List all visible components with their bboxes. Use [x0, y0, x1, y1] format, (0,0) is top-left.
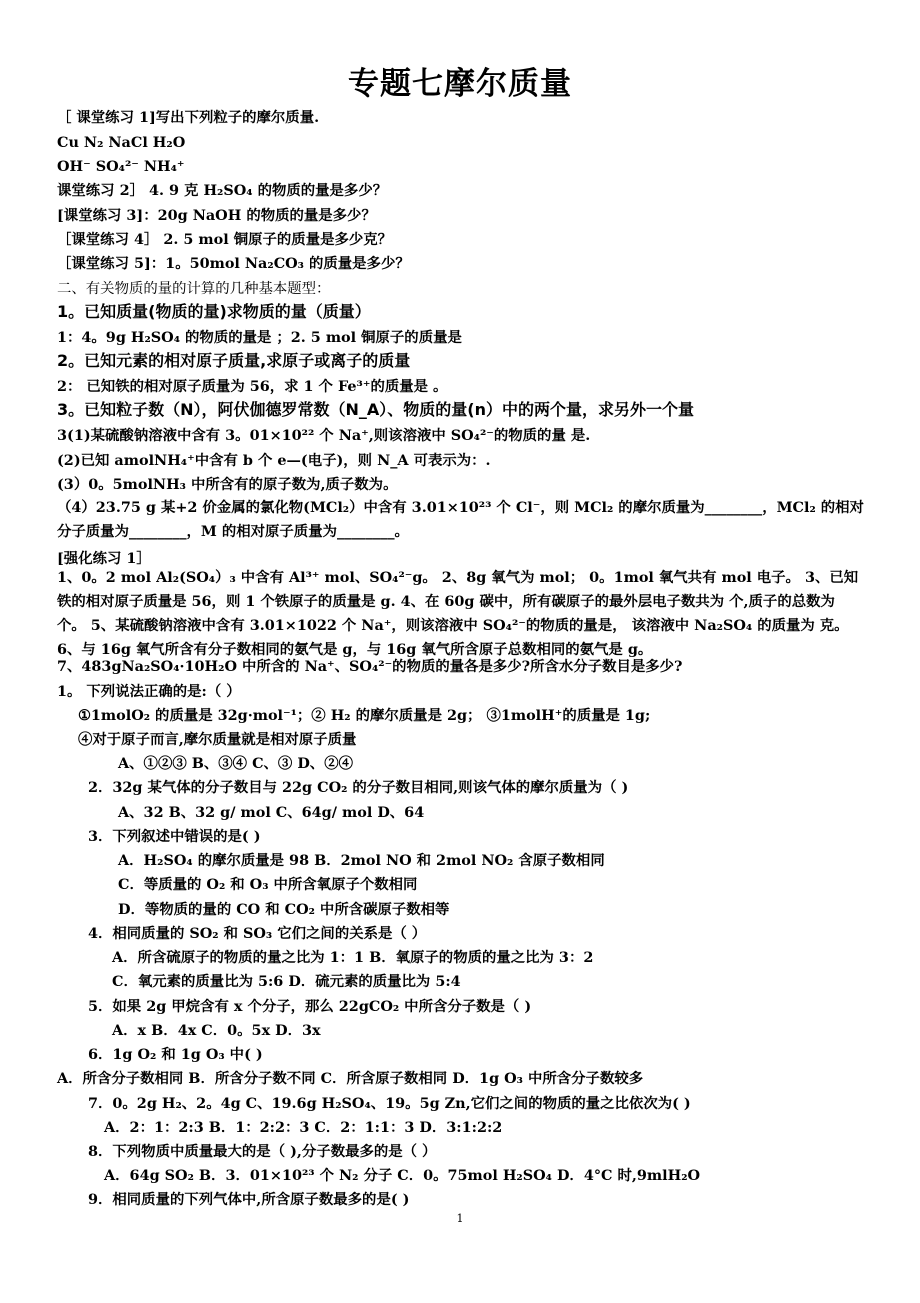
mc-1-statements: ①1molO₂ 的质量是 32g·mol⁻¹；② H₂ 的摩尔质量是 2g； ③1molH⁺的质量是 1g;: [78, 707, 651, 724]
mc-7-options: A．2：1：2:3 B．1：2:2：3 C．2：1:1：3 D．3:1:2:2: [104, 1119, 503, 1136]
question-3-3: (3）0。5molNH₃ 中所含有的原子数为,质子数为。: [57, 476, 398, 493]
mc-3-option-c: C．等质量的 O₂ 和 O₃ 中所含氧原子个数相同: [118, 876, 418, 893]
mc-4-option-ab: A．所含硫原子的物质的量之比为 1：1 B．氧原子的物质的量之比为 3：2: [112, 949, 594, 966]
page-number: 1: [456, 1212, 464, 1225]
mc-6-stem: 6．1g O₂ 和 1g O₃ 中( ): [88, 1046, 263, 1063]
exercise-1-prompt: ［ 课堂练习 1]写出下列粒子的摩尔质量.: [57, 109, 320, 126]
mc-8-options: A．64g SO₂ B．3．01×10²³ 个 N₂ 分子 C．0。75mol H₂SO₄ D．4°C 时,9mlH₂O: [104, 1167, 701, 1184]
mc-1-options: A、①②③ B、③④ C、③ D、②④: [118, 755, 353, 772]
subheading-1: 1。已知质量(物质的量)求物质的量（质量）: [57, 302, 371, 321]
question-3-4: （4）23.75 g 某+2 价金属的氯化物(MCl₂）中含有 3.01×10²³ 个 Cl⁻，则 MCl₂ 的摩尔质量为________，MCl₂ 的相对分子质量为________，M 的相对原子质量为________。: [57, 499, 864, 540]
mc-2-options: A、32 B、32 g/ mol C、64g/ mol D、64: [118, 804, 425, 821]
question-1: 1：4。9g H₂SO₄ 的物质的量是 ；2. 5 mol 铜原子的质量是: [57, 329, 462, 346]
mc-5-stem: 5．如果 2g 甲烷含有 x 个分子，那么 22gCO₂ 中所含分子数是（ ): [88, 998, 532, 1015]
mc-8-stem: 8．下列物质中质量最大的是（ ),分子数最多的是（ ）: [88, 1143, 437, 1160]
mc-3-option-ab: A．H₂SO₄ 的摩尔质量是 98 B．2mol NO 和 2mol NO₂ 含原子数相同: [118, 852, 605, 869]
exercise-5: ［课堂练习 5]：1。50mol Na₂CO₃ 的质量是多少？: [57, 255, 410, 272]
mc-1-stem: 1。 下列说法正确的是:（ ）: [57, 683, 241, 700]
mc-6-options: A．所含分子数相同 B．所含分子数不同 C．所含原子数相同 D．1g O₃ 中所含分子数较多: [57, 1070, 644, 1087]
particle-list-row-1: Cu N₂ NaCl H₂O: [57, 134, 186, 151]
section-heading-2: 二、有关物质的量的计算的几种基本题型：: [57, 281, 331, 297]
subheading-2: 2。已知元素的相对原子质量,求原子或离子的质量: [57, 351, 411, 370]
question-2: 2： 已知铁的相对原子质量为 56，求 1 个 Fe³⁺的质量是 。: [57, 378, 448, 395]
exercise-3: [课堂练习 3]：20g NaOH 的物质的量是多少？: [57, 207, 376, 224]
reinforcement-paragraph: 1、0。2 mol Al₂(SO₄）₃ 中含有 Al³⁺ mol、SO₄²⁻g。 2、8g 氧气为 mol； 0。1mol 氧气共有 mol 电子。 3、已知铁的相对原子质量是 56，则 1 个铁原子的质量是 g. 4、在 60g 碳中，所有碳原子的最外层电子数共为 个,质子的总数为 个。 5、某硫酸钠溶液中含有 3.01×1022 个 Na⁺，则该溶液中 SO₄²⁻的物质的量是， 该溶液中 Na₂SO₄ 的质量为 克。 6、与 16g 氧气所含有分子数相同的氨气是 g，与 16g 氧气所含原子总数相同的氨气是 g。: [57, 569, 859, 658]
reinforcement-heading: [强化练习 1］: [57, 550, 151, 567]
mc-4-option-cd: C．氧元素的质量比为 5:6 D．硫元素的质量比为 5:4: [112, 973, 461, 990]
mc-1-statement-4: ④对于原子而言,摩尔质量就是相对原子质量: [78, 731, 357, 748]
mc-4-stem: 4．相同质量的 SO₂ 和 SO₃ 它们之间的关系是（ ）: [88, 925, 427, 942]
mc-7-stem: 7．0。2g H₂、2。4g C、19.6g H₂SO₄、19。5g Zn,它们之间的物质的量之比依次为( ): [88, 1095, 691, 1112]
question-7: 7、483gNa₂SO₄·10H₂O 中所含的 Na⁺、SO₄²⁻的物质的量各是多少?所含水分子数目是多少?: [57, 658, 683, 675]
mc-3-option-d: D．等物质的量的 CO 和 CO₂ 中所含碳原子数相等: [118, 901, 450, 918]
mc-2-stem: 2．32g 某气体的分子数目与 22g CO₂ 的分子数目相同,则该气体的摩尔质量为（ ): [88, 779, 629, 796]
exercise-2: 课堂练习 2］ 4. 9 克 H₂SO₄ 的物质的量是多少？: [57, 182, 388, 199]
mc-3-stem: 3．下列叙述中错误的是( ): [88, 828, 261, 845]
exercise-4: ［课堂练习 4］ 2. 5 mol 铜原子的质量是多少克？: [57, 231, 393, 248]
subheading-3: 3。已知粒子数（N），阿伏伽德罗常数（N_A）、物质的量(n）中的两个量，求另外一个量: [57, 400, 695, 419]
particle-list-row-2: OH⁻ SO₄²⁻ NH₄⁺: [57, 158, 185, 175]
mc-9-stem: 9．相同质量的下列气体中,所含原子数最多的是( ): [88, 1191, 410, 1208]
question-3-1: 3(1)某硫酸钠溶液中含有 3。01×10²² 个 Na⁺,则该溶液中 SO₄²⁻的物质的量 是.: [57, 427, 591, 444]
page-title: 专题七摩尔质量: [348, 66, 572, 102]
mc-5-options: A．x B．4x C．0。5x D．3x: [112, 1022, 321, 1039]
question-3-2: (2)已知 amolNH₄⁺中含有 b 个 e—(电子)，则 N_A 可表示为：.: [57, 452, 491, 469]
